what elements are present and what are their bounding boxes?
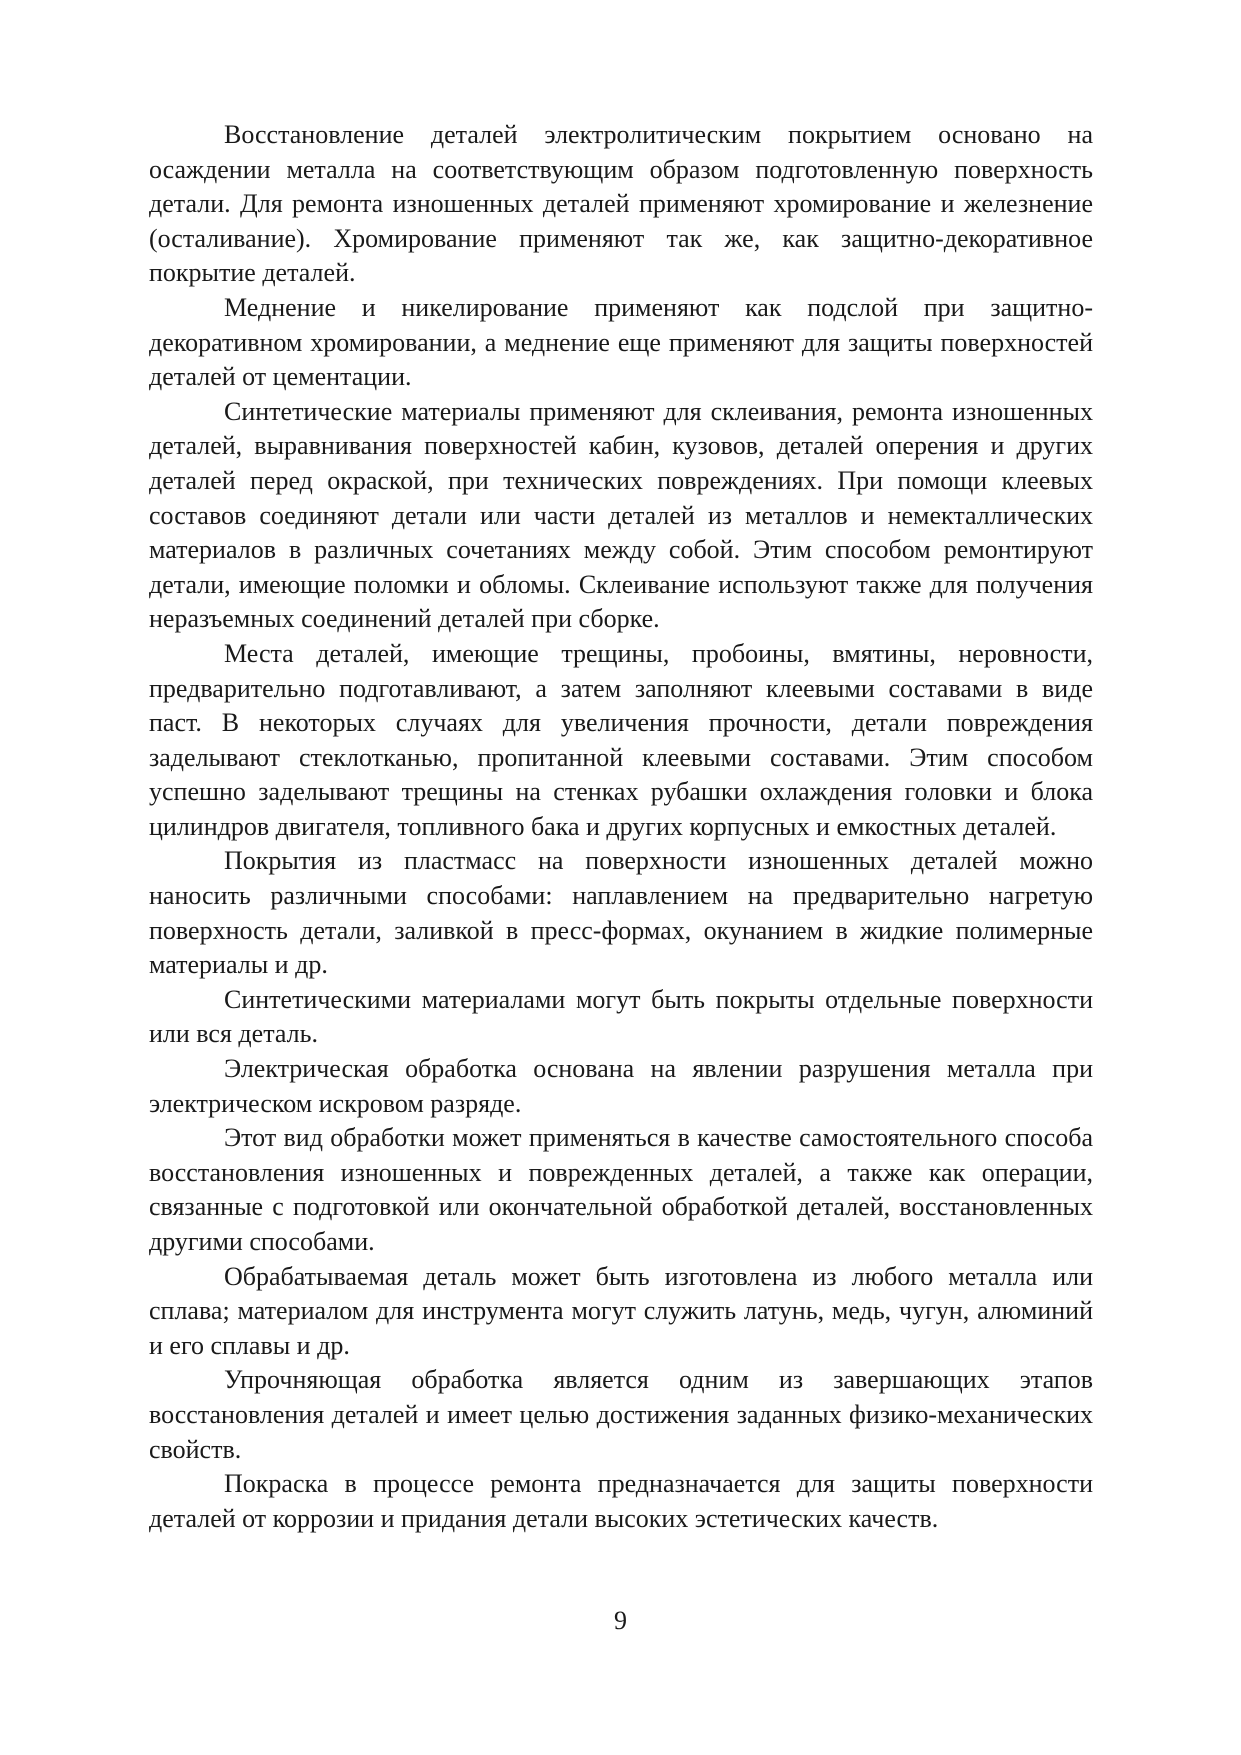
page-number: 9 [614,1606,627,1635]
text-body [149,118,1093,1536]
paragraph-synthetic-materials: Синтетические материалы применяют для склеивания, ремонта изношенных деталей, выравнивания поверхностей кабин, кузовов, деталей оперения и других деталей перед окраской, при технических повреждениях. При помощи клеевых составов соединяют детали или части деталей из металлов и немекталлических материалов в различных сочетаниях между собой. Этим способом ремонтируют детали, имеющие поломки и обломы. Склеивание используют также для получения неразъемных соединений деталей при сборке. [149,396,1093,634]
paragraph-processing-applications: Этот вид обработки может применяться в качестве самостоятельного способа восстановления изношенных и поврежденных деталей, а также как операции, связанные с подготовкой или окончательной обработкой деталей, восстановленных другими способами. [149,1123,1093,1256]
paragraph-tool-materials: Обрабатываемая деталь может быть изготовлена из любого металла или сплава; материалом для инструмента могут служить латунь, медь, чугун, алюминий и его сплавы и др. [149,1261,1093,1360]
paragraph-electrolytic-coating: Восстановление деталей электролитическим покрытием основано на осаждении металла на соответствующим образом подготовленную поверхность детали. Для ремонта изношенных деталей применяют хромирование и железнение (осталивание). Хромирование применяют так же, как защитно-декоративное покрытие деталей. [149,120,1093,288]
paragraph-painting: Покраска в процессе ремонта предназначается для защиты поверхности деталей от коррозии и придания детали высоких эстетических качеств. [149,1469,1093,1533]
paragraph-plastic-coatings: Покрытия из пластмасс на поверхности изношенных деталей можно наносить различными способами: наплавлением на предварительно нагретую поверхность детали, заливкой в пресс-формах, окунанием в жидкие полимерные материалы и др. [149,846,1093,980]
paragraph-synthetic-surface-coating: Синтетическими материалами могут быть покрыты отдельные поверхности или вся деталь. [149,984,1093,1049]
paragraph-electrical-processing: Электрическая обработка основана на явлении разрушения металла при электрическом искровом разряде. [149,1054,1093,1118]
paragraph-copper-nickel-plating: Меднение и никелирование применяют как подслой при защитно-декоративном хромировании, а меднение еще применяют для защиты поверхностей деталей от цементации. [149,292,1093,392]
paragraph-hardening-treatment: Упрочняющая обработка является одним из завершающих этапов восстановления деталей и имеет целью достижения заданных физико-механических свойств. [149,1365,1093,1464]
paragraph-crack-repair: Места деталей, имеющие трещины, пробоины, вмятины, неровности, предварительно подготавливают, а затем заполняют клеевыми составами в виде паст. В некоторых случаях для увеличения прочности, детали повреждения заделывают стеклотканью, пропитанной клеевыми составами. Этим способом успешно заделывают трещины на стенках рубашки охлаждения головки и блока цилиндров двигателя, топливного бака и других корпусных и емкостных деталей. [149,638,1093,841]
